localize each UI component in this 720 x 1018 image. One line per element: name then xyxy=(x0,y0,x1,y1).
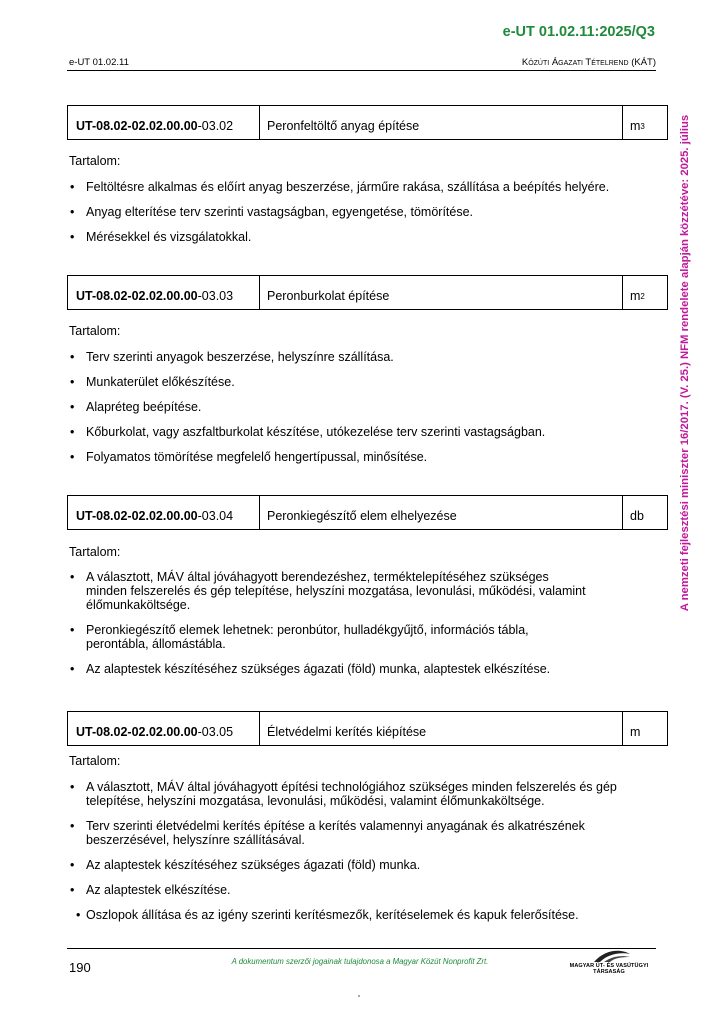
content-list xyxy=(68,570,658,687)
item-code xyxy=(68,276,260,309)
list-item: • A választott, MÁV által jóváhagyott építési technológiához szükséges minden felszerelés és gép telepítése, helyszíni mozgatása, levonulási, működési, valamint élőmunkaköltsége. xyxy=(68,780,636,808)
item-unit-base: m xyxy=(630,289,641,303)
item-unit: m xyxy=(630,725,641,739)
list-item: • Terv szerinti életvédelmi kerítés építése a kerítés valamennyi anyagának és alkatrészének beszerzésével, helyszínre szállításával. xyxy=(68,819,646,847)
item-unit-base: m xyxy=(630,119,641,133)
item-unit: db xyxy=(630,509,644,523)
item-table xyxy=(67,495,668,530)
item-unit-exponent: 2 xyxy=(640,291,645,301)
item-code-suffix: -03.04 xyxy=(197,509,234,523)
item-code-main: UT-08.02-02.02.00.00 xyxy=(76,509,198,523)
item-table xyxy=(67,105,668,140)
content-list xyxy=(68,780,658,933)
list-item: • Terv szerinti anyagok beszerzése, helyszínre szállítása. xyxy=(68,350,658,364)
item-code-suffix: -03.02 xyxy=(197,119,234,133)
item-table xyxy=(67,275,668,310)
item-code xyxy=(68,496,260,529)
stray-mark xyxy=(358,995,360,997)
logo-swoosh-icon xyxy=(560,948,658,964)
list-item: • Az alaptestek készítéséhez szükséges ágazati (föld) munka, alaptestek elkészítése. xyxy=(68,662,658,676)
header-right: Közúti Ágazati Tételrend (KÁT) xyxy=(521,57,656,68)
item-code-suffix: -03.03 xyxy=(197,289,234,303)
list-item: • Anyag elterítése terv szerinti vastagságban, egyengetése, tömörítése. xyxy=(68,205,658,219)
document-code: e-UT 01.02.11:2025/Q3 xyxy=(502,24,655,40)
item-code-suffix: -03.05 xyxy=(197,725,234,739)
side-publication-note-text: A nemzeti fejlesztési miniszter 16/2017. (V. 25.) NFM rendelete alapján közzétéve: 2025. július xyxy=(679,114,691,612)
item-name: Életvédelmi kerítés kiépítése xyxy=(260,712,623,745)
item-code xyxy=(68,106,260,139)
list-item: • A választott, MÁV által jóváhagyott berendezéshez, terméktelepítéséhez szükséges minden felszerelés és gép telepítése, helyszíni mozgatása, levonulási, működési, valamint élőmunkaköltsége. xyxy=(68,570,586,612)
content-label: Tartalom: xyxy=(69,154,121,168)
list-item: • Alapréteg beépítése. xyxy=(68,400,658,414)
item-unit-exponent: 3 xyxy=(640,121,645,131)
content-label: Tartalom: xyxy=(69,754,121,768)
item-table xyxy=(67,711,668,746)
list-item: • Munkaterület előkészítése. xyxy=(68,375,658,389)
list-item: • Folyamatos tömörítése megfelelő hengertípussal, minősítése. xyxy=(68,450,658,464)
item-code xyxy=(68,712,260,745)
item-name: Peronburkolat építése xyxy=(260,276,623,309)
list-item: • Feltöltésre alkalmas és előírt anyag beszerzése, járműre rakása, szállítása a beépítés helyére. xyxy=(68,180,658,194)
item-name: Peronfeltöltő anyag építése xyxy=(260,106,623,139)
item-name: Peronkiegészítő elem elhelyezése xyxy=(260,496,623,529)
content-label: Tartalom: xyxy=(69,324,121,338)
header-rule xyxy=(67,70,656,71)
item-code-main: UT-08.02-02.02.00.00 xyxy=(76,289,198,303)
side-publication-note xyxy=(675,96,695,630)
header-left: e-UT 01.02.11 xyxy=(69,57,129,68)
list-item: • Mérésekkel és vizsgálatokkal. xyxy=(68,230,658,244)
content-label: Tartalom: xyxy=(69,545,121,559)
logo-text: MAGYAR ÚT- ÉS VASÚTÜGYI TÁRSASÁG xyxy=(569,963,649,975)
content-list xyxy=(68,350,658,475)
item-unit xyxy=(623,106,667,139)
list-item: • Az alaptestek készítéséhez szükséges ágazati (föld) munka. xyxy=(68,858,658,872)
item-code-main: UT-08.02-02.02.00.00 xyxy=(76,725,198,739)
content-list xyxy=(68,180,658,255)
item-unit xyxy=(623,276,667,309)
company-logo xyxy=(560,948,658,978)
list-item: • Oszlopok állítása és az igény szerinti kerítésmezők, kerítéselemek és kapuk felerősítése. xyxy=(74,908,658,922)
list-item: • Kőburkolat, vagy aszfaltburkolat készítése, utókezelése terv szerinti vastagságban. xyxy=(68,425,658,439)
page-number: 190 xyxy=(69,960,91,975)
copyright-note: A dokumentum szerzői jogainak tulajdonosa a Magyar Közút Nonprofit Zrt. xyxy=(231,957,489,966)
item-code-main: UT-08.02-02.02.00.00 xyxy=(76,119,198,133)
list-item: • Peronkiegészítő elemek lehetnek: peronbútor, hulladékgyűjtő, információs tábla, perontábla, állomástábla. xyxy=(68,623,576,651)
list-item: • Az alaptestek elkészítése. xyxy=(68,883,658,897)
